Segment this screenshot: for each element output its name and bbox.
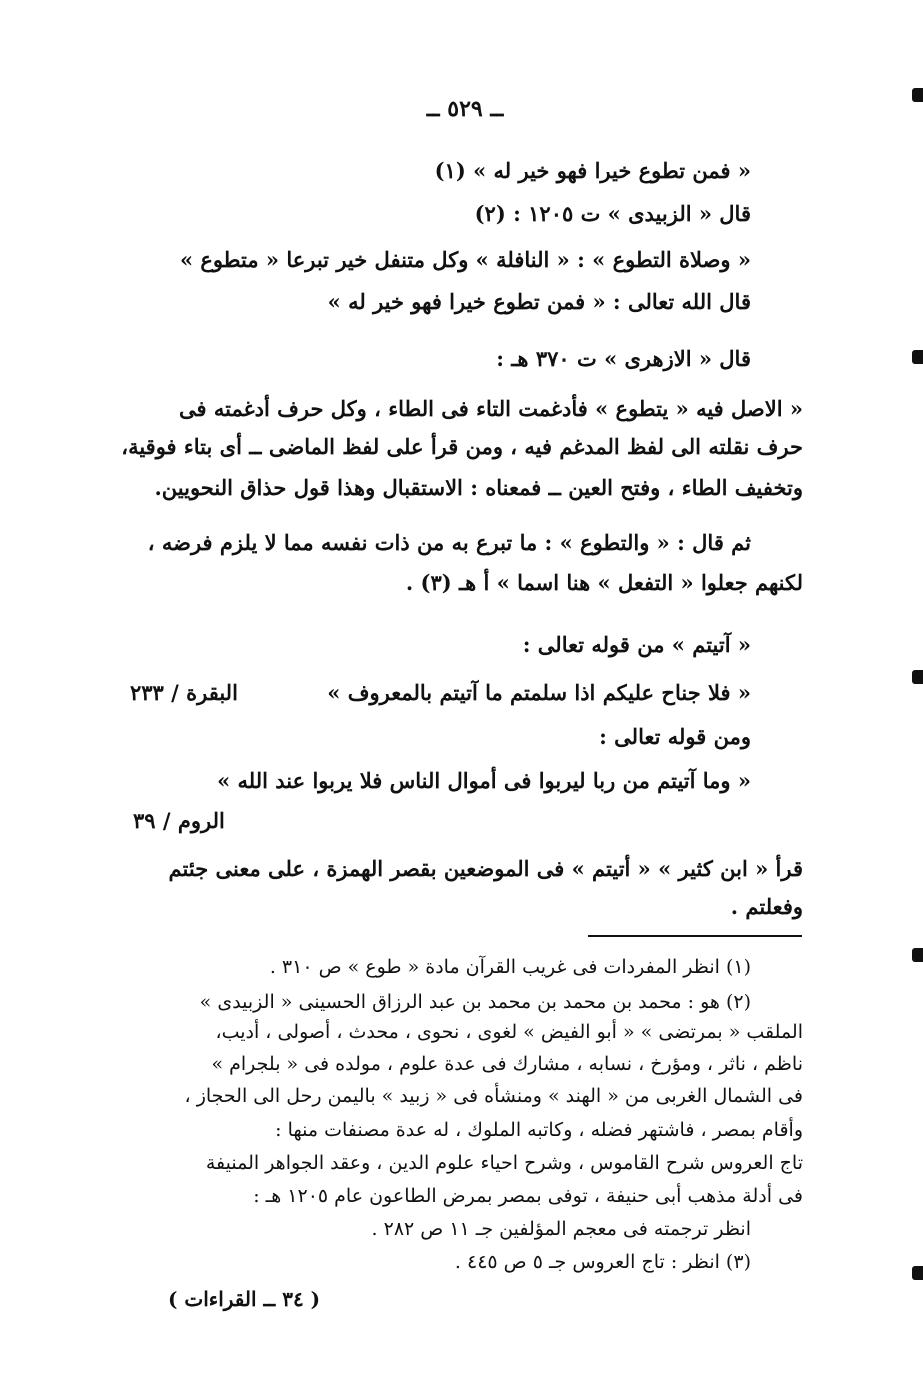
text-line-5: قال « الازهرى » ت ٣٧٠ هـ : (496, 346, 751, 371)
verse-text-baqara: « فلا جناح عليكم اذا سلمتم ما آتيتم بالمعروف » (327, 680, 751, 705)
footnote-1: (١) انظر المفردات فى غريب القرآن مادة « طوع » ص ٣١٠ . (269, 956, 751, 978)
text-line-2: قال « الزبيدى » ت ١٢٠٥ : (٢) (474, 201, 751, 226)
text-line-14: « وما آتيتم من ربا ليربوا فى أموال الناس فلا يربوا عند الله » (217, 768, 751, 793)
text-line-16: قرأ « ابن كثير » « أتيتم » فى الموضعين بقصر الهمزة ، على معنى جئتم (168, 856, 803, 881)
scan-margin-mark (912, 670, 923, 684)
page-number-header: ــ ٥٢٩ ــ (426, 96, 504, 122)
text-line-11: « آتيتم » من قوله تعالى : (522, 632, 751, 657)
verse-row-baqara (130, 682, 751, 703)
footnote-2-line-1: (٢) هو : محمد بن محمد بن محمد بن عبد الرزاق الحسينى « الزبيدى » (199, 991, 751, 1013)
footnote-2-line-7: فى أدلة مذهب أبى حنيفة ، توفى بمصر بمرض الطاعون عام ١٢٠٥ هـ : (253, 1185, 803, 1207)
text-line-1: « فمن تطوع خيرا فهو خير له » (١) (434, 158, 751, 183)
text-line-8: وتخفيف الطاء ، وفتح العين ــ فمعناه : الاستقبال وهذا قول حذاق النحويين. (154, 475, 803, 500)
footnote-2-line-3: ناظم ، ناثر ، ومؤرخ ، نسابه ، مشارك فى عدة علوم ، مولده فى « بلجرام » (211, 1053, 803, 1075)
verse-reference-rum: الروم / ٣٩ (133, 808, 225, 833)
text-line-6: « الاصل فيه « يتطوع » فأدغمت التاء فى الطاء ، وكل حرف أدغمته فى (179, 396, 803, 421)
text-line-10: لكنهم جعلوا « التفعل » هنا اسما » أ هـ (٣) . (405, 570, 803, 595)
text-line-13: ومن قوله تعالى : (599, 724, 751, 749)
chapter-footer-label: ( ٣٤ ــ القراءات ) (168, 1287, 321, 1311)
scan-margin-mark (912, 88, 923, 102)
footnote-3: (٣) انظر : تاج العروس جـ ٥ ص ٤٤٥ . (454, 1251, 751, 1273)
footnote-separator (588, 935, 802, 937)
scan-margin-mark (912, 350, 923, 364)
footnote-2-line-2: الملقب « بمرتضى » « أبو الفيض » لغوى ، نحوى ، محدث ، أصولى ، أديب، (215, 1021, 803, 1043)
scan-margin-mark (912, 948, 923, 962)
text-line-4: قال الله تعالى : « فمن تطوع خيرا فهو خير له » (327, 289, 751, 314)
footnote-2-line-6: تاج العروس شرح القاموس ، وشرح احياء علوم الدين ، وعقد الجواهر المنيفة (205, 1152, 803, 1174)
verse-reference-baqara: البقرة / ٢٣٣ (130, 680, 238, 705)
footnote-2-line-5: وأقام بمصر ، فاشتهر فضله ، وكاتبه الملوك ، له عدة مصنفات منها : (275, 1119, 803, 1141)
text-line-9: ثم قال : « والتطوع » : ما تبرع به من ذات نفسه مما لا يلزم فرضه ، (147, 530, 751, 555)
text-line-3: « وصلاة التطوع » : « النافلة » وكل متنفل خير تبرعا « متطوع » (179, 247, 751, 272)
footnote-2-source: انظر ترجمته فى معجم المؤلفين جـ ١١ ص ٢٨٢ . (371, 1218, 751, 1240)
text-line-7: حرف نقلته الى لفظ المدغم فيه ، ومن قرأ على لفظ الماضى ــ أى بتاء فوقية، (121, 434, 803, 459)
scan-margin-mark (912, 1266, 923, 1280)
footnote-2-line-4: فى الشمال الغربى من « الهند » ومنشأه فى « زبيد » باليمن رحل الى الحجاز ، (184, 1085, 803, 1107)
text-line-17: وفعلتم . (730, 894, 803, 919)
